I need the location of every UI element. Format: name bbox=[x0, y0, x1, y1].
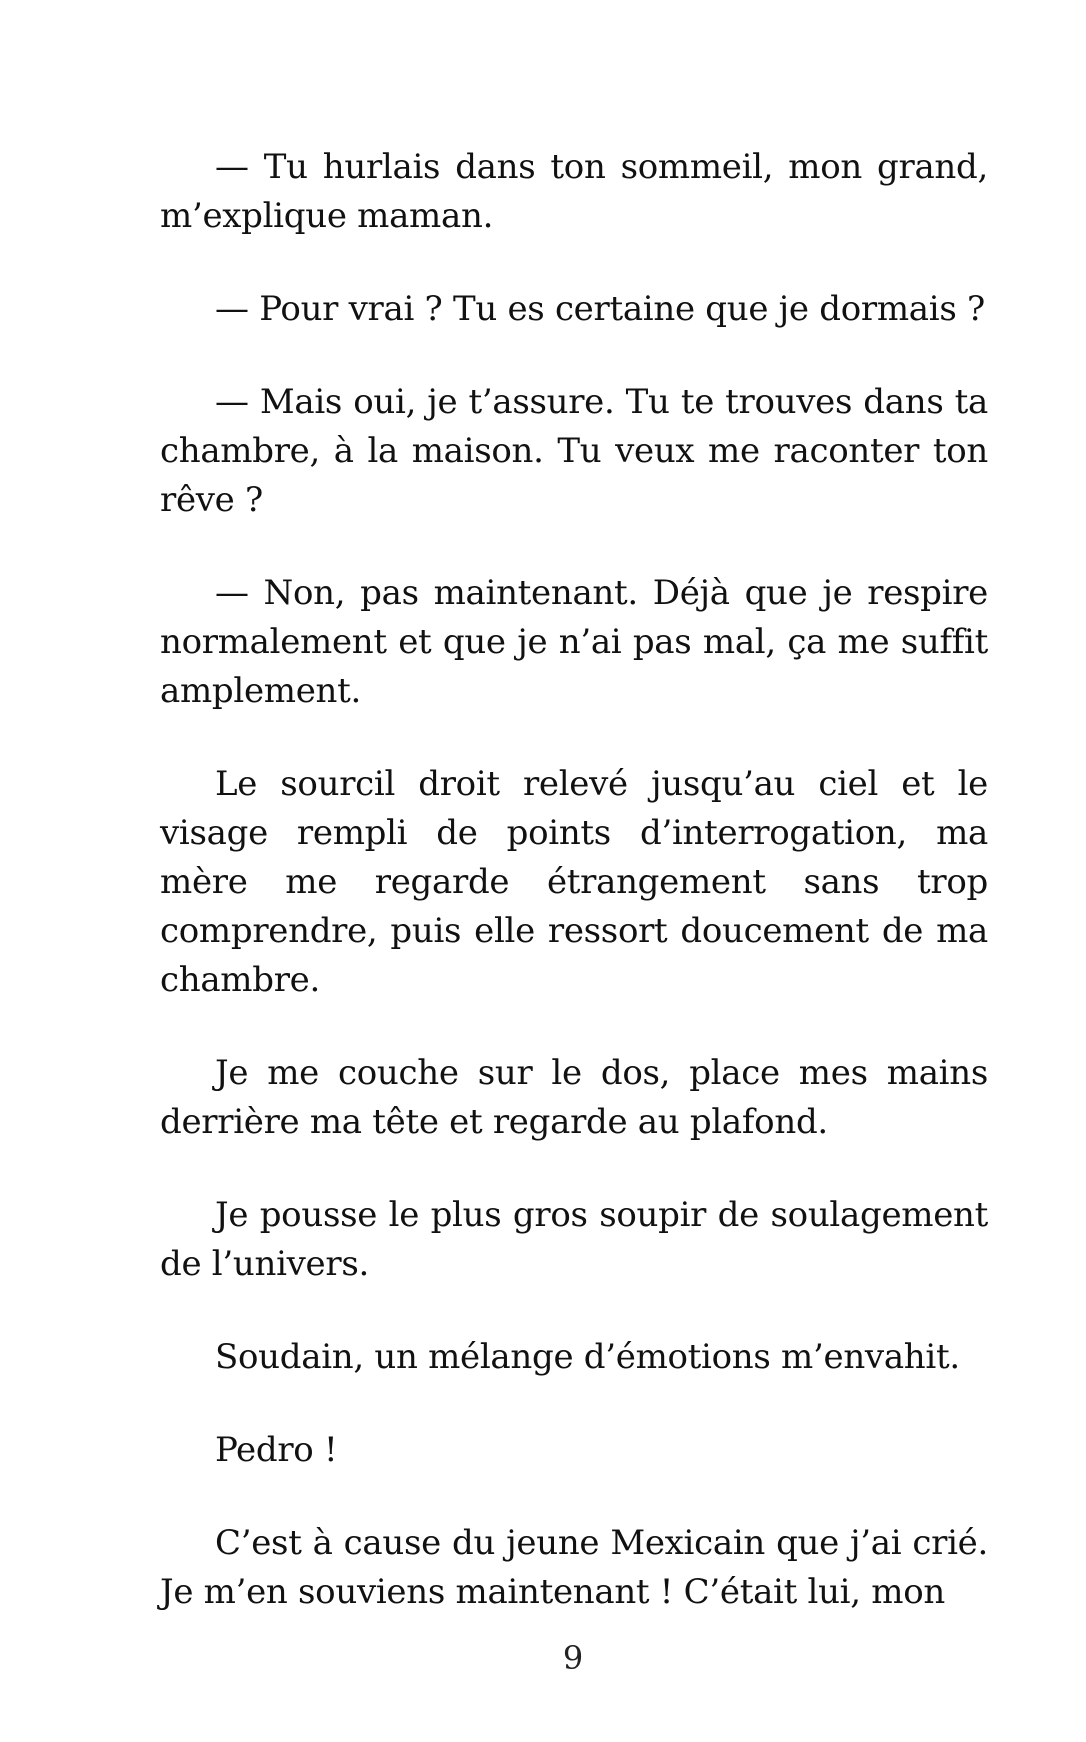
page-number: 9 bbox=[562, 1639, 584, 1677]
paragraph-6: Je me couche sur le dos, place mes mains derrière ma tête et regarde au plafond. bbox=[160, 1053, 988, 1142]
paragraph-1: — Tu hurlais dans ton sommeil, mon grand, m’explique maman. bbox=[160, 147, 988, 236]
paragraph-8: Soudain, un mélange d’émotions m’envahit. bbox=[215, 1337, 960, 1377]
paragraph-2: — Pour vrai ? Tu es certaine que je dormais ? bbox=[215, 289, 985, 329]
paragraph-9: Pedro ! bbox=[215, 1430, 338, 1470]
paragraph-4: — Non, pas maintenant. Déjà que je respire normalement et que je n’ai pas mal, ça me suffit amplement. bbox=[160, 573, 988, 711]
paragraph-10: C’est à cause du jeune Mexicain que j’ai crié. Je m’en souviens maintenant ! C’était lui, mon bbox=[160, 1523, 988, 1612]
page-body bbox=[160, 143, 988, 1617]
paragraph-3: — Mais oui, je t’assure. Tu te trouves dans ta chambre, à la maison. Tu veux me raconter ton rêve ? bbox=[160, 382, 988, 520]
paragraph-7: Je pousse le plus gros soupir de soulagement de l’univers. bbox=[160, 1195, 988, 1284]
paragraph-5: Le sourcil droit relevé jusqu’au ciel et le visage rempli de points d’interrogation, ma mère me regarde étrangement sans trop comprendre, puis elle ressort doucement de ma chambre. bbox=[160, 764, 988, 1000]
